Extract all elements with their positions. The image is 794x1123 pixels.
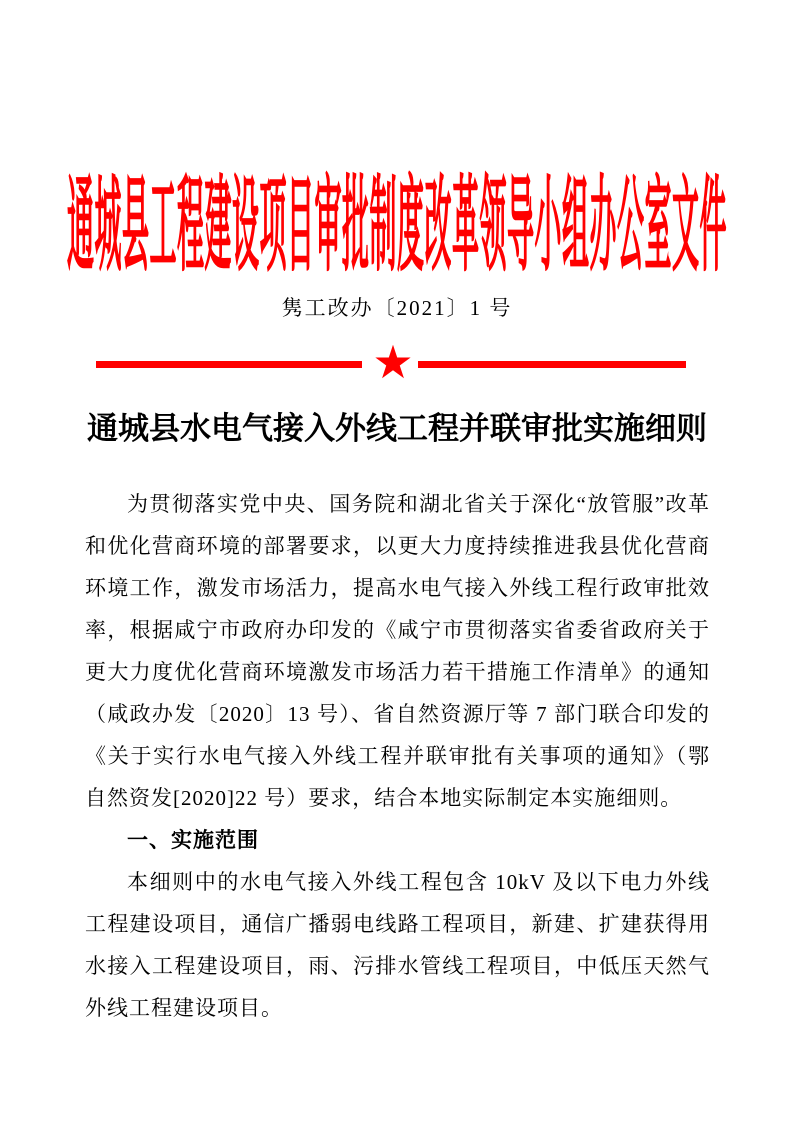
paragraph-intro: 为贯彻落实党中央、国务院和湖北省关于深化“放管服”改革和优化营商环境的部署要求，以更大力度持续推进我县优化营商环境工作，激发市场活力，提高水电气接入外线工程行政审批效率，根据咸宁市政府办印发的《咸宁市贯彻落实省委省政府关于更大力度优化营商环境激发市场活力若干措施工作清单》的通知（咸政办发〔2020〕13 号）、省自然资源厅等 7 部门联合印发的《关于实行水电气接入外线工程并联审批有关事项的通知》（鄂自然资发[2020]22 号）要求，结合本地实际制定本实施细则。 (85, 492, 710, 810)
document-number: 隽工改办〔2021〕1 号 (281, 296, 513, 320)
paragraph-implementation-scope: 本细则中的水电气接入外线工程包含 10kV 及以下电力外线工程建设项目，通信广播弱电线路工程项目，新建、扩建获得用水接入工程建设项目，雨、污排水管线工程项目，中低压天然气外线工程建设项目。 (85, 870, 710, 1020)
org-title-text: 通城县工程建设项目审批制度改革领导小组办公室文件 (67, 167, 727, 284)
document-title: 通城县水电气接入外线工程并联审批实施细则 (87, 411, 707, 446)
red-header-banner (0, 160, 794, 284)
red-rule-right (418, 361, 686, 368)
red-rule-left (96, 361, 362, 368)
section-heading-implementation-scope: 一、实施范围 (127, 828, 259, 852)
star-icon: ★ (372, 335, 414, 389)
document-body (85, 483, 710, 1029)
